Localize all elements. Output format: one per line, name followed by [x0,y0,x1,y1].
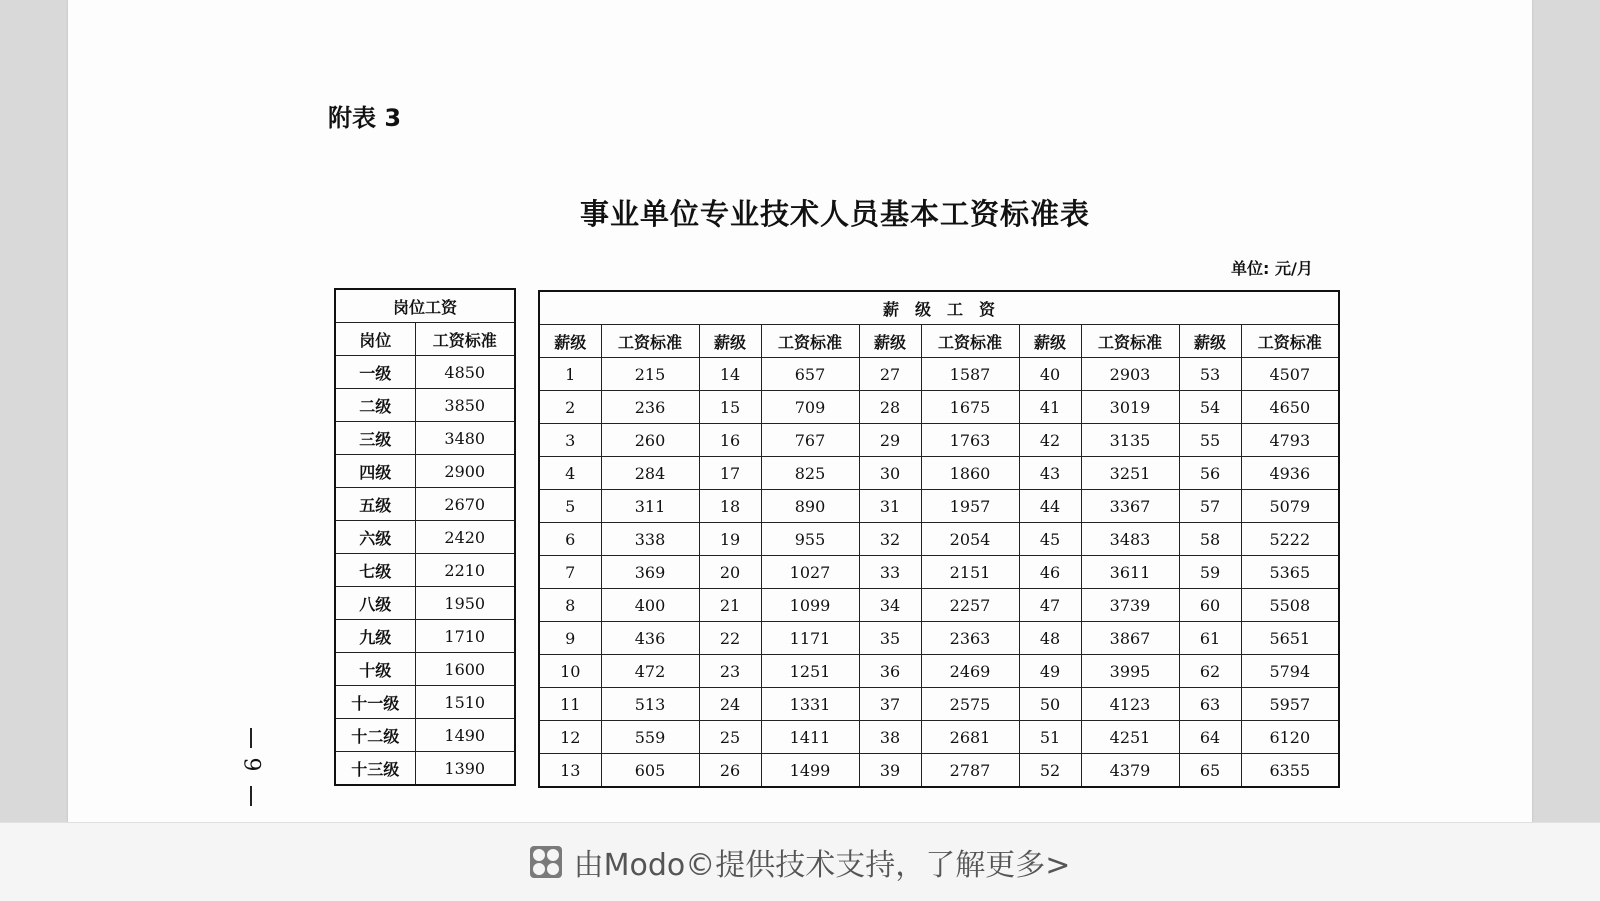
unit-label: 单位: 元/月 [1231,259,1313,278]
document-title: 事业单位专业技术人员基本工资标准表 [579,197,1090,231]
table-row [335,356,515,389]
post-salary-table [334,288,516,786]
table-cell: 1950 [415,587,515,620]
table-cell: 3251 [1081,457,1179,490]
table-cell: 4793 [1241,424,1339,457]
table-cell: 51 [1019,721,1081,754]
table-cell: 六级 [335,521,415,554]
table-cell: 3483 [1081,523,1179,556]
table-cell: 3850 [415,389,515,422]
table-cell: 338 [601,523,699,556]
table-cell: 32 [859,523,921,556]
column-header: 工资标准 [415,323,515,356]
column-header: 工资标准 [921,325,1019,358]
table-row [539,523,1339,556]
table-cell: 2575 [921,688,1019,721]
table-cell: 40 [1019,358,1081,391]
table-cell: 34 [859,589,921,622]
table-cell: 16 [699,424,761,457]
table-cell: 26 [699,754,761,788]
table-cell: 28 [859,391,921,424]
table-cell: 44 [1019,490,1081,523]
table-cell: 2469 [921,655,1019,688]
table-cell: 400 [601,589,699,622]
table-cell: 955 [761,523,859,556]
column-header: 薪级 [1019,325,1081,358]
table-cell: 37 [859,688,921,721]
table-cell: 890 [761,490,859,523]
table-row [539,622,1339,655]
table-cell: 1331 [761,688,859,721]
table-cell: 6 [539,523,601,556]
table-row [335,653,515,686]
table-cell: 17 [699,457,761,490]
table-cell: 7 [539,556,601,589]
table-cell: 1499 [761,754,859,788]
table-cell: 436 [601,622,699,655]
table-row [539,688,1339,721]
table-cell: 5794 [1241,655,1339,688]
table-cell: 23 [699,655,761,688]
table-cell: 5365 [1241,556,1339,589]
table-cell: 65 [1179,754,1241,788]
table-cell: 284 [601,457,699,490]
column-header: 工资标准 [761,325,859,358]
table-cell: 49 [1019,655,1081,688]
table-cell: 22 [699,622,761,655]
table-row [335,719,515,752]
table-cell: 33 [859,556,921,589]
table-row [539,556,1339,589]
table-cell: 10 [539,655,601,688]
scale-salary-table [538,290,1340,788]
table-cell: 48 [1019,622,1081,655]
table-cell: 6120 [1241,721,1339,754]
table-cell: 6355 [1241,754,1339,788]
table-cell: 52 [1019,754,1081,788]
table-cell: 215 [601,358,699,391]
table-cell: 2670 [415,488,515,521]
table-cell: 1390 [415,752,515,786]
table-cell: 4251 [1081,721,1179,754]
table-cell: 260 [601,424,699,457]
table-row [335,554,515,587]
table-cell: 63 [1179,688,1241,721]
table-cell: 十二级 [335,719,415,752]
table-cell: 9 [539,622,601,655]
table-cell: 4850 [415,356,515,389]
table-cell: 36 [859,655,921,688]
table-cell: 3135 [1081,424,1179,457]
table-cell: 236 [601,391,699,424]
footer-text: 由Modo©提供技术支持，了解更多> [573,848,1071,883]
table-row [539,424,1339,457]
table-cell: 559 [601,721,699,754]
table-cell: 1587 [921,358,1019,391]
table-cell: 1099 [761,589,859,622]
table-cell: 61 [1179,622,1241,655]
table-cell: 4650 [1241,391,1339,424]
table-cell: 42 [1019,424,1081,457]
column-header: 薪级 [859,325,921,358]
table-cell: 4 [539,457,601,490]
table-cell: 3611 [1081,556,1179,589]
table-cell: 3019 [1081,391,1179,424]
table-cell: 53 [1179,358,1241,391]
table-cell: 2787 [921,754,1019,788]
dash-top [250,728,252,748]
table-cell: 709 [761,391,859,424]
scale-salary-group-header: 薪 级 工 资 [539,291,1339,325]
table-cell: 5957 [1241,688,1339,721]
table-cell: 十三级 [335,752,415,786]
table-cell: 2363 [921,622,1019,655]
table-cell: 35 [859,622,921,655]
table-cell: 3739 [1081,589,1179,622]
footer-bar [0,822,1600,901]
table-cell: 54 [1179,391,1241,424]
table-cell: 45 [1019,523,1081,556]
table-cell: 62 [1179,655,1241,688]
table-cell: 1957 [921,490,1019,523]
dash-bottom [250,786,252,806]
table-cell: 57 [1179,490,1241,523]
table-cell: 47 [1019,589,1081,622]
table-cell: 1510 [415,686,515,719]
appendix-label: 附表 3 [328,104,402,132]
table-cell: 5 [539,490,601,523]
table-row [539,754,1339,788]
table-cell: 369 [601,556,699,589]
table-cell: 3367 [1081,490,1179,523]
table-row [539,589,1339,622]
table-row [335,488,515,521]
column-header: 薪级 [539,325,601,358]
table-cell: 3867 [1081,622,1179,655]
table-cell: 1490 [415,719,515,752]
table-cell: 12 [539,721,601,754]
table-cell: 27 [859,358,921,391]
table-cell: 1 [539,358,601,391]
table-cell: 15 [699,391,761,424]
table-cell: 825 [761,457,859,490]
post-salary-group-header: 岗位工资 [335,289,515,323]
table-cell: 3 [539,424,601,457]
column-header: 岗位 [335,323,415,356]
table-cell: 1251 [761,655,859,688]
table-cell: 2257 [921,589,1019,622]
table-cell: 21 [699,589,761,622]
table-cell: 56 [1179,457,1241,490]
table-cell: 657 [761,358,859,391]
table-row [335,521,515,554]
table-cell: 十级 [335,653,415,686]
table-cell: 19 [699,523,761,556]
table-cell: 25 [699,721,761,754]
table-cell: 十一级 [335,686,415,719]
table-cell: 2900 [415,455,515,488]
table-cell: 24 [699,688,761,721]
table-cell: 1710 [415,620,515,653]
table-cell: 13 [539,754,601,788]
table-cell: 4379 [1081,754,1179,788]
table-cell: 4507 [1241,358,1339,391]
table-row [335,620,515,653]
table-cell: 58 [1179,523,1241,556]
table-cell: 1600 [415,653,515,686]
table-cell: 九级 [335,620,415,653]
column-header: 薪级 [1179,325,1241,358]
table-cell: 11 [539,688,601,721]
table-cell: 2903 [1081,358,1179,391]
table-row [335,389,515,422]
table-cell: 七级 [335,554,415,587]
table-cell: 38 [859,721,921,754]
table-cell: 1763 [921,424,1019,457]
table-row [539,490,1339,523]
table-row [539,655,1339,688]
table-row [335,752,515,786]
table-cell: 三级 [335,422,415,455]
table-cell: 5222 [1241,523,1339,556]
table-cell: 5508 [1241,589,1339,622]
table-cell: 2420 [415,521,515,554]
table-row [539,457,1339,490]
table-cell: 55 [1179,424,1241,457]
table-cell: 3480 [415,422,515,455]
table-cell: 31 [859,490,921,523]
table-cell: 4936 [1241,457,1339,490]
table-cell: 64 [1179,721,1241,754]
table-row [539,391,1339,424]
modo-logo-icon [530,846,562,878]
table-cell: 二级 [335,389,415,422]
table-cell: 1675 [921,391,1019,424]
table-cell: 20 [699,556,761,589]
table-cell: 1860 [921,457,1019,490]
table-cell: 1171 [761,622,859,655]
table-row [335,422,515,455]
table-cell: 一级 [335,356,415,389]
page-number: 9 [240,728,262,808]
table-cell: 1411 [761,721,859,754]
column-header: 薪级 [699,325,761,358]
table-cell: 41 [1019,391,1081,424]
table-cell: 311 [601,490,699,523]
table-cell: 八级 [335,587,415,620]
table-cell: 5079 [1241,490,1339,523]
table-cell: 30 [859,457,921,490]
table-cell: 3995 [1081,655,1179,688]
table-cell: 43 [1019,457,1081,490]
table-cell: 5651 [1241,622,1339,655]
modo-support-link[interactable] [530,840,1071,884]
column-header: 工资标准 [1241,325,1339,358]
table-cell: 513 [601,688,699,721]
table-cell: 2210 [415,554,515,587]
table-cell: 50 [1019,688,1081,721]
table-cell: 60 [1179,589,1241,622]
table-cell: 2681 [921,721,1019,754]
table-cell: 2054 [921,523,1019,556]
table-row [539,358,1339,391]
document-page [68,0,1532,822]
column-header: 工资标准 [601,325,699,358]
table-cell: 2 [539,391,601,424]
table-cell: 五级 [335,488,415,521]
table-cell: 29 [859,424,921,457]
table-cell: 472 [601,655,699,688]
table-cell: 59 [1179,556,1241,589]
table-cell: 605 [601,754,699,788]
table-row [335,455,515,488]
table-row [335,587,515,620]
table-cell: 14 [699,358,761,391]
table-cell: 767 [761,424,859,457]
table-cell: 8 [539,589,601,622]
table-cell: 四级 [335,455,415,488]
table-cell: 4123 [1081,688,1179,721]
table-cell: 1027 [761,556,859,589]
table-row [335,686,515,719]
table-row [539,721,1339,754]
table-cell: 2151 [921,556,1019,589]
table-cell: 39 [859,754,921,788]
column-header: 工资标准 [1081,325,1179,358]
table-cell: 18 [699,490,761,523]
table-cell: 46 [1019,556,1081,589]
